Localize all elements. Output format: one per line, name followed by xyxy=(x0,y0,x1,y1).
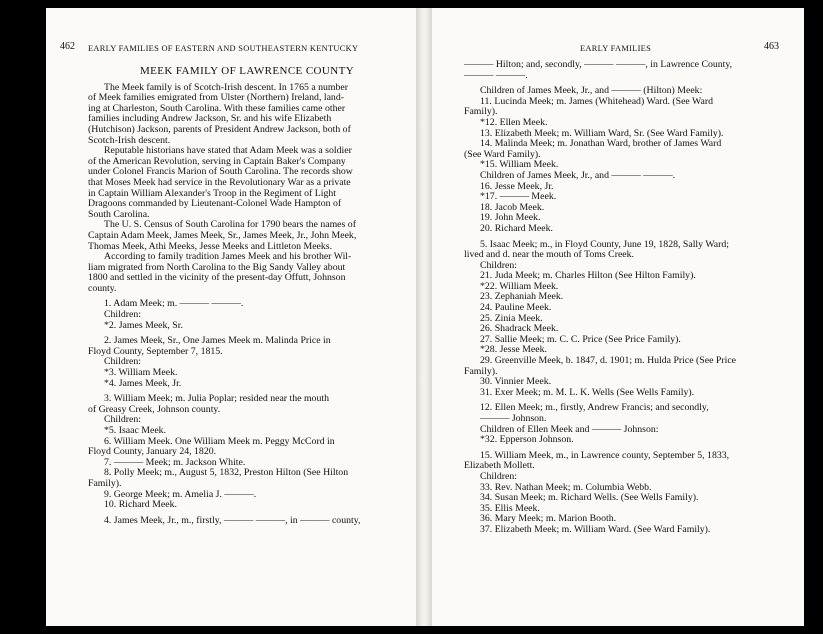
text-line: Children of James Meek, Jr., and ——— ———. xyxy=(480,169,676,181)
text-line: lived and d. near the mouth of Toms Creek. xyxy=(464,249,634,261)
text-line: *15. William Meek. xyxy=(480,159,559,171)
text-line: Floyd County, September 7, 1815. xyxy=(88,345,223,357)
left-text-column xyxy=(88,66,406,526)
text-line: *28. Jesse Meek. xyxy=(480,344,547,356)
text-line: 14. Malinda Meek; m. Jonathan Ward, brother of James Ward xyxy=(480,138,722,150)
text-line: 1800 and settled in the vicinity of the present-day Offutt, Johnson xyxy=(88,272,346,284)
text-line: Family). xyxy=(464,365,498,377)
text-line: Children: xyxy=(104,414,142,426)
text-line: of the American Revolution, serving in Captain Baker's Company xyxy=(88,155,346,167)
text-line: 18. Jacob Meek. xyxy=(480,201,545,213)
page-number: 462 xyxy=(60,41,75,52)
text-line: Family). xyxy=(464,106,498,118)
text-line: 29. Greenville Meek, b. 1847, d. 1901; m. Hulda Price (See Price xyxy=(480,355,737,367)
text-line: 21. Juda Meek; m. Charles Hilton (See Hilton Family). xyxy=(480,270,696,282)
text-line: 25. Zinia Meek. xyxy=(480,312,543,324)
text-line: 9. George Meek; m. Amelia J. ———. xyxy=(104,488,257,500)
text-line: Elizabeth Mollett. xyxy=(464,460,535,472)
text-line: 12. Ellen Meek; m., firstly, Andrew Francis; and secondly, xyxy=(480,402,709,414)
text-line: Children: xyxy=(104,309,142,321)
text-line: 1. Adam Meek; m. ——— ———. xyxy=(104,298,244,310)
text-line: 36. Mary Meek; m. Marion Booth. xyxy=(480,513,617,525)
text-line: ——— ———. xyxy=(464,69,528,81)
text-line: 23. Zephaniah Meek. xyxy=(480,291,564,303)
text-line: 7. ——— Meek; m. Jackson White. xyxy=(104,456,246,468)
running-head: EARLY FAMILIES OF EASTERN AND SOUTHEASTERN KENTUCKY xyxy=(88,44,359,53)
text-line: ing at Charleston, South Carolina. With these families came other xyxy=(88,102,346,114)
text-line: of Greasy Creek, Johnson county. xyxy=(88,403,221,415)
running-head: EARLY FAMILIES xyxy=(580,44,652,53)
text-line: 8. Polly Meek; m., August 5, 1832, Preston Hilton (See Hilton xyxy=(104,467,349,479)
text-line: 34. Susan Meek; m. Richard Wells. (See Wells Family). xyxy=(480,492,699,504)
page-title: MEEK FAMILY OF LAWRENCE COUNTY xyxy=(139,65,355,77)
text-line: 15. William Meek, m., in Lawrence county, September 5, 1833, xyxy=(480,449,730,461)
text-line: in Captain William Alexander's Troop in the Regiment of Light xyxy=(88,187,336,199)
text-line: Children: xyxy=(480,259,518,271)
text-line: 35. Ellis Meek. xyxy=(480,502,540,514)
text-line: 3. William Meek; m. Julia Poplar; resided near the mouth xyxy=(104,393,329,405)
text-line: Thomas Meek, Athi Meeks, Jesse Meeks and Littleton Meeks. xyxy=(88,240,333,252)
text-line: *3. William Meek. xyxy=(104,367,178,379)
page-number: 463 xyxy=(764,41,779,52)
text-line: 10. Richard Meek. xyxy=(104,499,177,511)
text-line: county. xyxy=(88,282,117,294)
text-line: 24. Pauline Meek. xyxy=(480,302,552,314)
text-line: 6. William Meek. One William Meek m. Peggy McCord in xyxy=(104,435,335,447)
text-line: *4. James Meek, Jr. xyxy=(104,377,182,389)
text-line: *17. ——— Meek. xyxy=(480,191,557,203)
text-line: ——— Hilton; and, secondly, ——— ———, in Lawrence County, xyxy=(464,59,733,70)
text-line: South Carolina. xyxy=(88,208,150,220)
text-line: Floyd County, January 24, 1820. xyxy=(88,446,217,458)
text-line: According to family tradition James Meek and his brother Wil- xyxy=(104,251,352,263)
text-line: (Hutchison) Jackson, parents of President Andrew Jackson, both of xyxy=(88,123,351,135)
text-line: 37. Elizabeth Meek; m. William Ward. (See Ward Family). xyxy=(480,523,711,535)
text-line: 13. Elizabeth Meek; m. William Ward, Sr. (See Ward Family). xyxy=(480,127,724,139)
text-line: 27. Sallie Meek; m. C. C. Price (See Price Family). xyxy=(480,333,681,345)
left-lines xyxy=(88,83,406,527)
text-line: *12. Ellen Meek. xyxy=(480,116,548,128)
text-line: 5. Isaac Meek; m., in Floyd County, June 19, 1828, Sally Ward; xyxy=(480,238,730,250)
text-line: Dragoons commanded by Lieutenant-Colonel Wade Hampton of xyxy=(88,198,342,210)
text-line: 16. Jesse Meek, Jr. xyxy=(480,180,554,192)
book-gutter xyxy=(416,8,432,626)
right-page xyxy=(432,8,804,626)
text-line: Family). xyxy=(88,477,122,489)
right-text-column xyxy=(464,60,784,536)
text-line: ——— Johnson. xyxy=(480,413,547,424)
right-lines xyxy=(464,60,784,536)
text-line: under Colonel Francis Marion of South Carolina. The records show xyxy=(88,166,353,178)
text-line: Captain Adam Meek, James Meek, Sr., James Meek, Jr., John Meek, xyxy=(88,229,357,241)
text-line: *22. William Meek. xyxy=(480,280,559,292)
text-line: The Meek family is of Scotch-Irish descent. In 1765 a number xyxy=(104,81,349,93)
text-line: 30. Vinnier Meek. xyxy=(480,376,552,388)
text-line: 4. James Meek, Jr., m., firstly, ——— ———, in ——— county, xyxy=(104,514,361,526)
text-line: that Moses Meek had service in the Revolutionary War as a private xyxy=(88,176,351,188)
text-line: of Meek families emigrated from Ulster (Northern) Ireland, land- xyxy=(88,92,344,104)
text-line: Children: xyxy=(104,356,142,368)
text-line: 31. Exer Meek; m. M. L. K. Wells (See Wells Family). xyxy=(480,386,695,398)
text-line: 2. James Meek, Sr., One James Meek m. Malinda Price in xyxy=(104,335,331,347)
text-line: liam migrated from North Carolina to the Big Sandy Valley about xyxy=(88,261,346,273)
text-line: *2. James Meek, Sr. xyxy=(104,319,183,331)
text-line: (See Ward Family). xyxy=(464,148,541,160)
text-line: Reputable historians have stated that Adam Meek was a soldier xyxy=(104,145,352,157)
text-line: Scotch-Irish descent. xyxy=(88,134,171,146)
text-line: Children of James Meek, Jr., and ——— (Hilton) Meek: xyxy=(480,85,703,97)
text-line: families including Andrew Jackson, Sr. and his wife Elizabeth xyxy=(88,113,332,125)
text-line: 20. Richard Meek. xyxy=(480,222,553,234)
text-line: Children of Ellen Meek and ——— Johnson: xyxy=(480,423,659,435)
left-page xyxy=(46,8,416,626)
text-line: 11. Lucinda Meek; m. James (Whitehead) Ward. (See Ward xyxy=(480,95,714,107)
text-line: *5. Isaac Meek. xyxy=(104,425,167,436)
text-line: The U. S. Census of South Carolina for 1790 bears the names of xyxy=(104,219,356,231)
text-line: Children: xyxy=(480,470,518,482)
text-line: 26. Shadrack Meek. xyxy=(480,323,559,335)
text-line: 19. John Meek. xyxy=(480,212,541,224)
text-line: *32. Epperson Johnson. xyxy=(480,434,574,446)
text-line: 33. Rev. Nathan Meek; m. Columbia Webb. xyxy=(480,481,652,493)
